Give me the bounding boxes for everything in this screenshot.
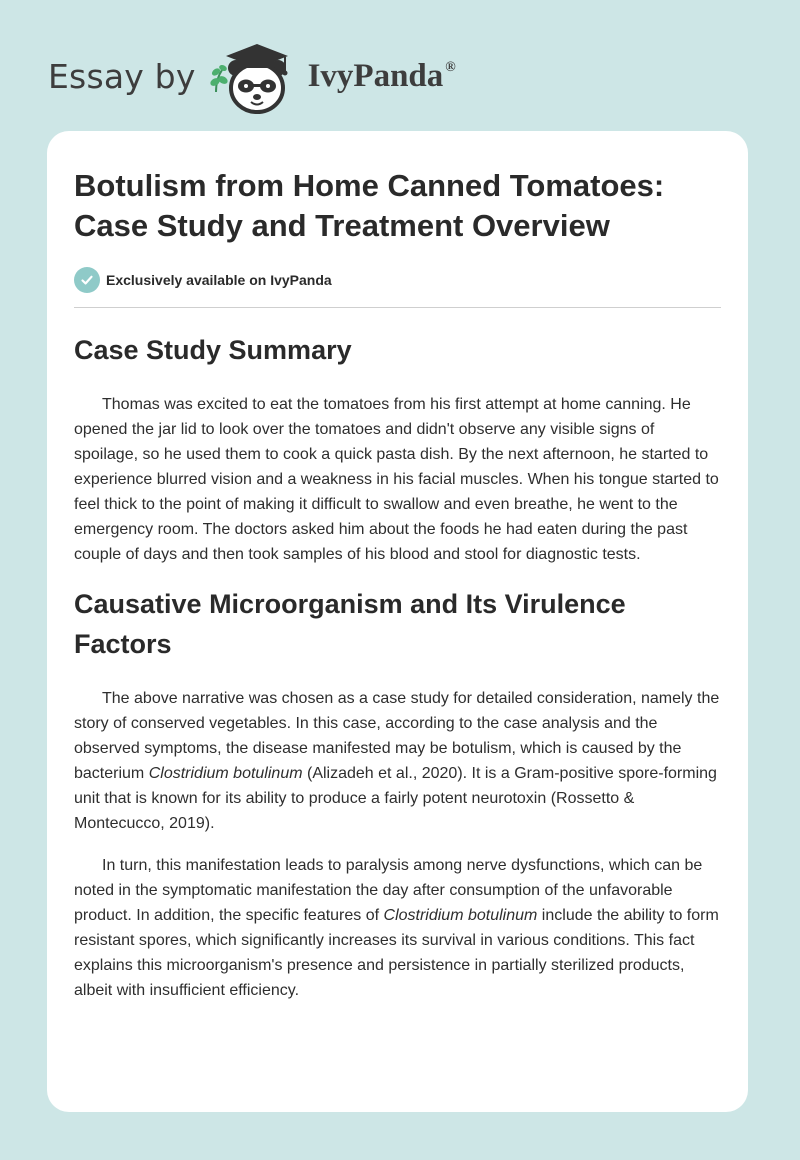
- check-icon: [74, 267, 100, 293]
- section-heading-summary: Case Study Summary: [74, 335, 352, 365]
- exclusive-badge: [74, 266, 721, 294]
- brand-header[interactable]: [48, 36, 456, 116]
- summary-paragraph: Thomas was excited to eat the tomatoes from his first attempt at home canning. He opened the jar lid to look over the tomatoes and didn't observe any visible signs of spoilage, so he used them to cook a quick pasta dish. By the next afternoon, he started to experience blurred vision and a weakness in his facial muscles. When his tongue started to feel thick to the point of making it difficult to swallow and even breathe, he went to the emergency room. The doctors asked him about the foods he had eaten during the past couple of days and then took samples of his blood and stool for diagnostic tests.: [74, 396, 719, 563]
- brand-name: [308, 58, 456, 95]
- paragraph-text: (Alizadeh et al., 2020). It is a Gram-positive spore-forming unit that is known for its ability to produce a fairly potent neurotoxin (Rossetto & Montecucco, 2019).: [74, 765, 717, 832]
- heading-line-1: Causative Microorganism and Its Virulence: [74, 589, 626, 619]
- divider: [74, 307, 721, 308]
- paragraph-text: include the ability to form resistant spores, which significantly increases its survival in various conditions. This fact explains this microorganism's presence and persistence in partially sterilized products, albeit with insufficient efficiency.: [74, 907, 719, 999]
- essay-title: [74, 166, 721, 246]
- microorganism-paragraph-1: [74, 686, 721, 836]
- essay-card: [47, 131, 748, 1112]
- heading-line-2: Factors: [74, 629, 172, 659]
- microorganism-paragraph-2: [74, 853, 721, 1003]
- exclusive-label: Exclusively available on IvyPanda: [106, 272, 332, 288]
- title-line-2: Case Study and Treatment Overview: [74, 208, 610, 243]
- title-line-1: Botulism from Home Canned Tomatoes:: [74, 168, 665, 203]
- panda-logo-icon: [206, 36, 304, 116]
- brand-prefix: Essay by: [48, 56, 196, 96]
- species-name: Clostridium botulinum: [148, 765, 303, 782]
- registered-mark: ®: [445, 59, 456, 75]
- section-heading-microorganism: [74, 584, 721, 664]
- brand-name-text: IvyPanda: [307, 57, 444, 94]
- paragraph-text: The above narrative was chosen as a case study for detailed consideration, namely the story of conserved vegetables. In this case, according to the case analysis and the observed symptoms, the disease manifested may be botulism, which is caused by the bacterium: [74, 690, 720, 782]
- species-name: Clostridium botulinum: [383, 907, 538, 924]
- paragraph-text: In turn, this manifestation leads to paralysis among nerve dysfunctions, which can be noted in the symptomatic manifestation the day after consumption of the unfavorable product. In addition, the specific features of: [74, 857, 703, 924]
